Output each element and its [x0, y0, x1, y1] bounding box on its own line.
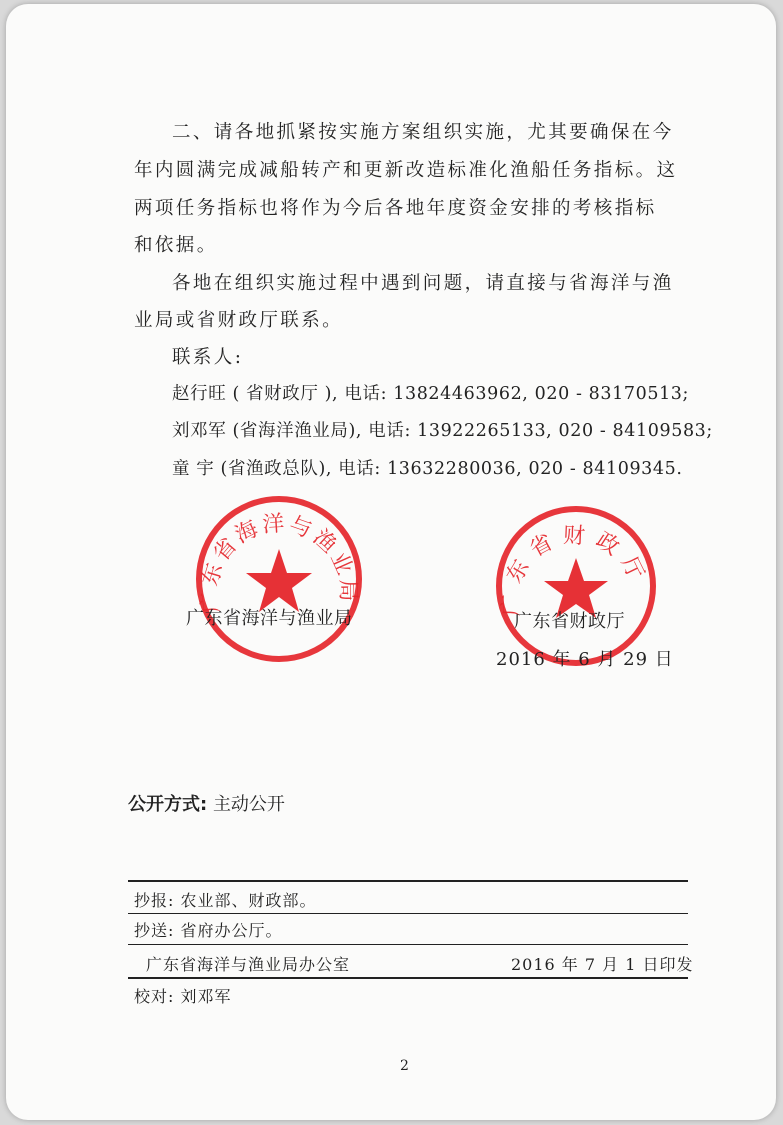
print-date: 2016 年 7 月 1 日印发: [511, 955, 694, 974]
footer-bottom-rule: [128, 977, 688, 979]
contact-heading: 联系人:: [172, 347, 244, 368]
ocean-fisheries-bureau-seal: [194, 494, 364, 664]
contact-line: 刘邓军 (省海洋渔业局), 电话: 13922265133, 020 - 84109583;: [172, 421, 713, 441]
svg-text:广东省海洋与渔业局: 广东省海洋与渔业局: [197, 511, 361, 615]
publication-label: 公开方式:: [128, 794, 208, 815]
page-number: 2: [400, 1058, 409, 1074]
text-line: 年内圆满完成减船转产和更新改造标准化渔船任务指标。这: [134, 160, 678, 181]
report-to: 抄报: 农业部、财政部。: [134, 891, 317, 910]
signing-date: 2016 年 6 月 29 日: [496, 649, 674, 670]
svg-text:广东省财政厅: 广东省财政厅: [498, 523, 652, 617]
text-line: 两项任务指标也将作为今后各地年度资金安排的考核指标: [134, 198, 657, 219]
proofreader: 校对: 刘邓军: [134, 987, 232, 1006]
document-page: [6, 4, 776, 1120]
copy-to: 抄送: 省府办公厅。: [134, 921, 283, 940]
footer-divider: [128, 944, 688, 945]
publication-mode: [128, 790, 285, 816]
footer-top-rule: [128, 880, 688, 882]
publication-value: 主动公开: [212, 794, 285, 815]
text-line: 各地在组织实施过程中遇到问题，请直接与省海洋与渔: [172, 273, 674, 294]
footer-divider: [128, 913, 688, 914]
text-line: 业局或省财政厅联系。: [134, 310, 344, 331]
text-line: 和依据。: [134, 235, 218, 256]
finance-department-seal: [494, 504, 658, 668]
contact-line: 赵行旺 ( 省财政厅 ), 电话: 13824463962, 020 - 83170513;: [172, 384, 690, 404]
text-line: 二、请各地抓紧按实施方案组织实施，尤其要确保在今: [172, 122, 674, 143]
right-seal-caption: 广东省财政厅: [514, 611, 625, 632]
issuing-office: 广东省海洋与渔业局办公室: [146, 955, 351, 974]
left-seal-caption: 广东省海洋与渔业局: [186, 608, 353, 629]
contact-line: 童 宇 (省渔政总队), 电话: 13632280036, 020 - 84109345.: [172, 459, 683, 479]
